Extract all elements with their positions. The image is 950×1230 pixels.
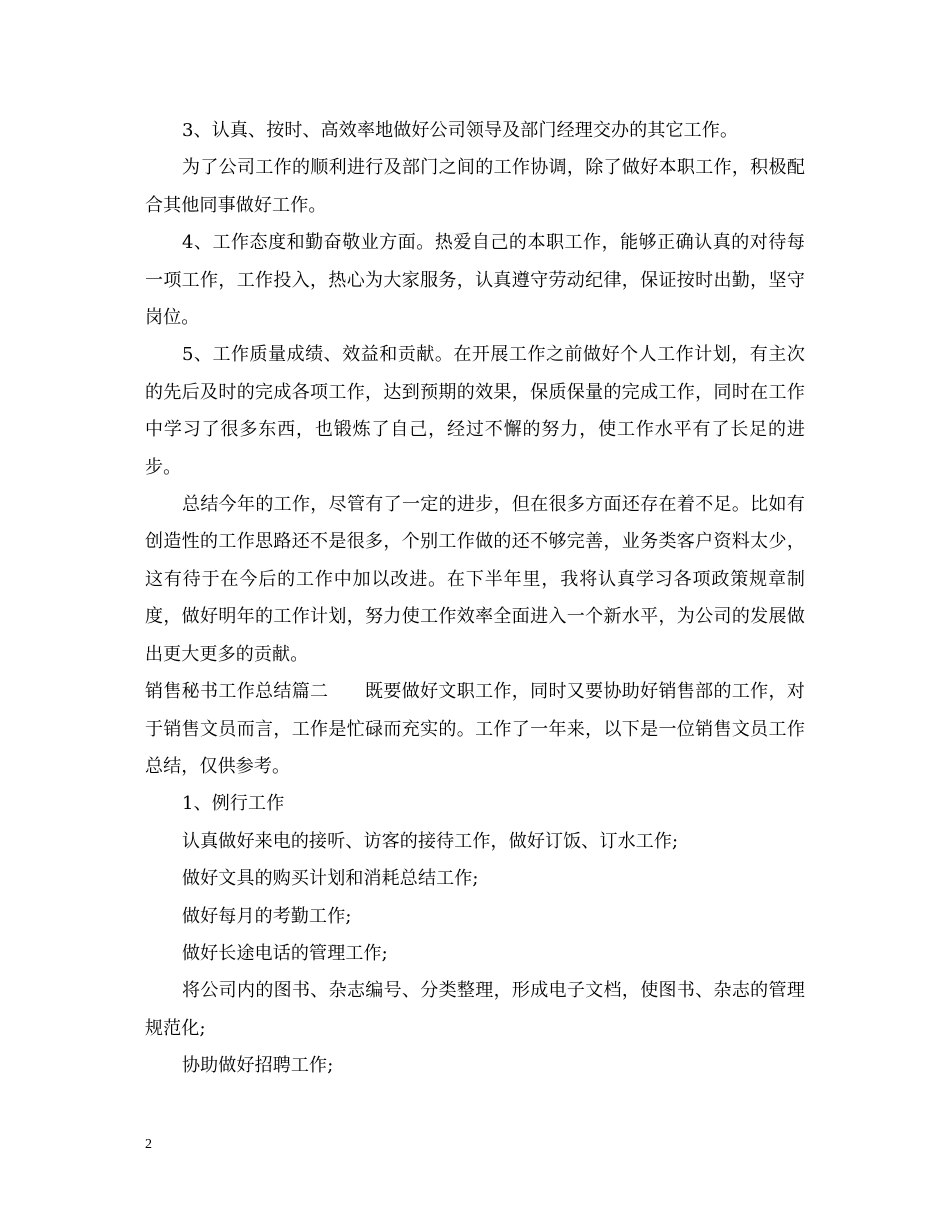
list-item: 做好长途电话的管理工作; <box>182 942 388 964</box>
document-body <box>145 112 805 1085</box>
list-item: 将公司内的图书、杂志编号、分类整理，形成电子文档，使图书、杂志的管理规范化; <box>145 980 805 1039</box>
page-number: 2 <box>145 1137 152 1152</box>
list-item: 做好文具的购买计划和消耗总结工作; <box>182 868 479 890</box>
list-item: 协助做好招聘工作; <box>182 1055 334 1077</box>
paragraph: 4、工作态度和勤奋敬业方面。热爱自己的本职工作，能够正确认真的对待每一项工作，工作投入，热心为大家服务，认真遵守劳动纪律，保证按时出勤，坚守岗位。 <box>145 232 805 329</box>
paragraph: 总结今年的工作，尽管有了一定的进步，但在很多方面还存在着不足。比如有创造性的工作思路还不是很多，个别工作做的还不够完善，业务类客户资料太少，这有待于在今后的工作中加以改进。在下半年里，我将认真学习各项政策规章制度，做好明年的工作计划，努力使工作效率全面进入一个新水平，为公司的发展做出更大更多的贡献。 <box>145 494 805 665</box>
paragraph: 为了公司工作的顺利进行及部门之间的工作协调，除了做好本职工作，积极配合其他同事做好工作。 <box>145 157 805 216</box>
section-heading-paragraph: 销售秘书工作总结篇二 既要做好文职工作，同时又要协助好销售部的工作，对于销售文员而言，工作是忙碌而充实的。工作了一年来，以下是一位销售文员工作总结，仅供参考。 <box>145 681 805 777</box>
paragraph: 3、认真、按时、高效率地做好公司领导及部门经理交办的其它工作。 <box>182 120 739 141</box>
list-item: 做好每月的考勤工作; <box>182 905 352 927</box>
paragraph: 5、工作质量成绩、效益和贡献。在开展工作之前做好个人工作计划，有主次的先后及时的完成各项工作，达到预期的效果，保质保量的完成工作，同时在工作中学习了很多东西，也锻炼了自己，经过不懈的努力，使工作水平有了长足的进步。 <box>145 344 805 478</box>
list-heading: 1、例行工作 <box>182 793 285 815</box>
list-item: 认真做好来电的接听、访客的接待工作，做好订饭、订水工作; <box>182 830 679 852</box>
